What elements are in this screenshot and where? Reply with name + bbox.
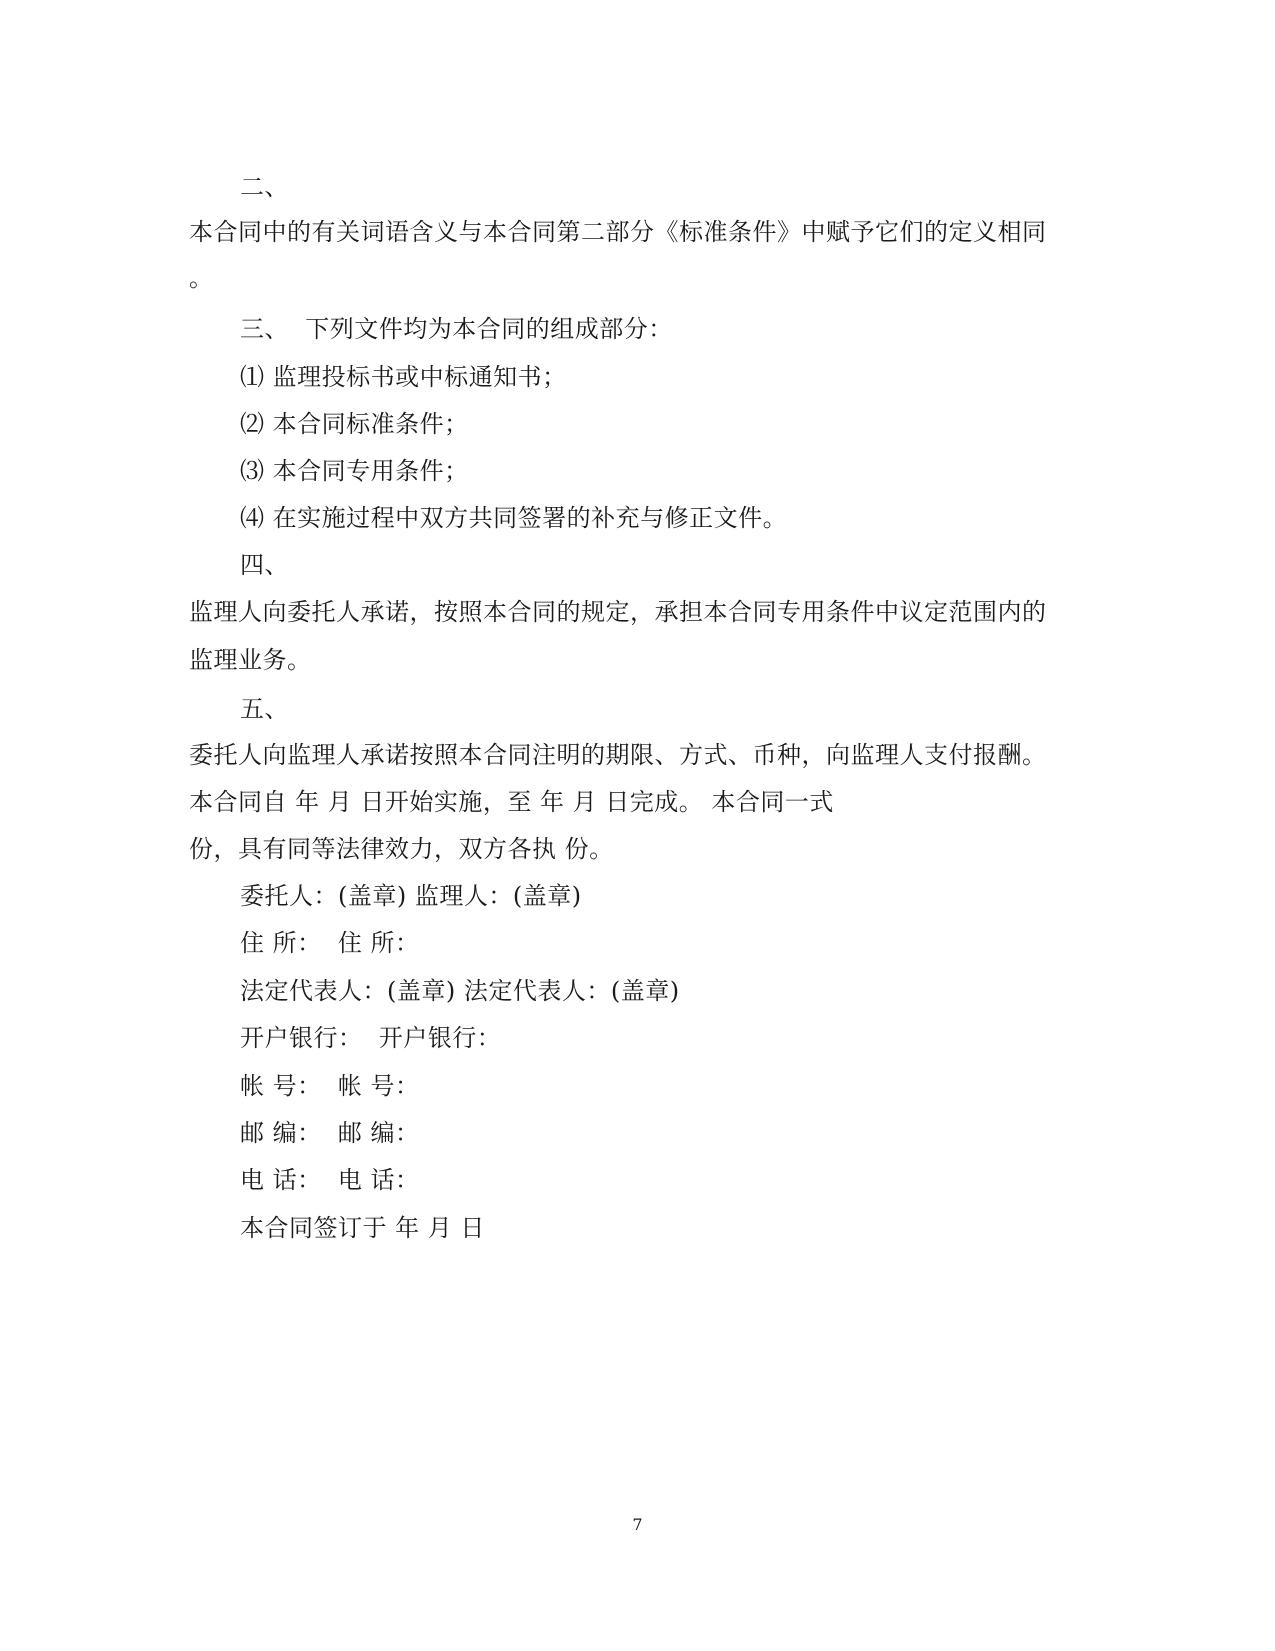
list-item-1: ⑴ 监理投标书或中标通知书； [240,363,567,391]
contract-copies-text: 份，具有同等法律效力，双方各执 份。 [189,835,614,863]
address-row: 住 所： 住 所： [240,929,420,957]
contract-period-text: 本合同自 年 月 日开始实施，至 年 月 日完成。 本合同一式 [189,788,834,816]
list-item-2: ⑵ 本合同标准条件； [240,410,469,438]
section-four-text-end: 监理业务。 [189,646,312,674]
section-two-heading: 二、 [240,173,289,201]
signing-date-row: 本合同签订于 年 月 日 [240,1214,485,1242]
section-four-text: 监理人向委托人承诺，按照本合同的规定，承担本合同专用条件中议定范围内的 [189,598,1047,626]
section-two-text-end: 。 [189,264,214,292]
postcode-row: 邮 编： 邮 编： [240,1119,420,1147]
section-four-heading: 四、 [240,551,289,579]
list-item-4: ⑷ 在实施过程中双方共同签署的补充与修正文件。 [240,504,788,532]
section-two-text: 本合同中的有关词语含义与本合同第二部分《标准条件》中赋予它们的定义相同 [189,218,1047,246]
section-five-heading: 五、 [240,695,289,723]
section-three-heading: 三、 下列文件均为本合同的组成部分： [240,315,673,343]
signature-parties: 委托人：(盖章) 监理人：(盖章) [240,882,582,910]
legal-rep-row: 法定代表人：(盖章) 法定代表人：(盖章) [240,977,680,1005]
account-row: 帐 号： 帐 号： [240,1072,420,1100]
bank-row: 开户银行： 开户银行： [240,1024,502,1052]
section-five-text: 委托人向监理人承诺按照本合同注明的期限、方式、币种，向监理人支付报酬。 [189,741,1047,769]
phone-row: 电 话： 电 话： [240,1166,420,1194]
page-number: 7 [632,1515,643,1534]
list-item-3: ⑶ 本合同专用条件； [240,457,469,485]
